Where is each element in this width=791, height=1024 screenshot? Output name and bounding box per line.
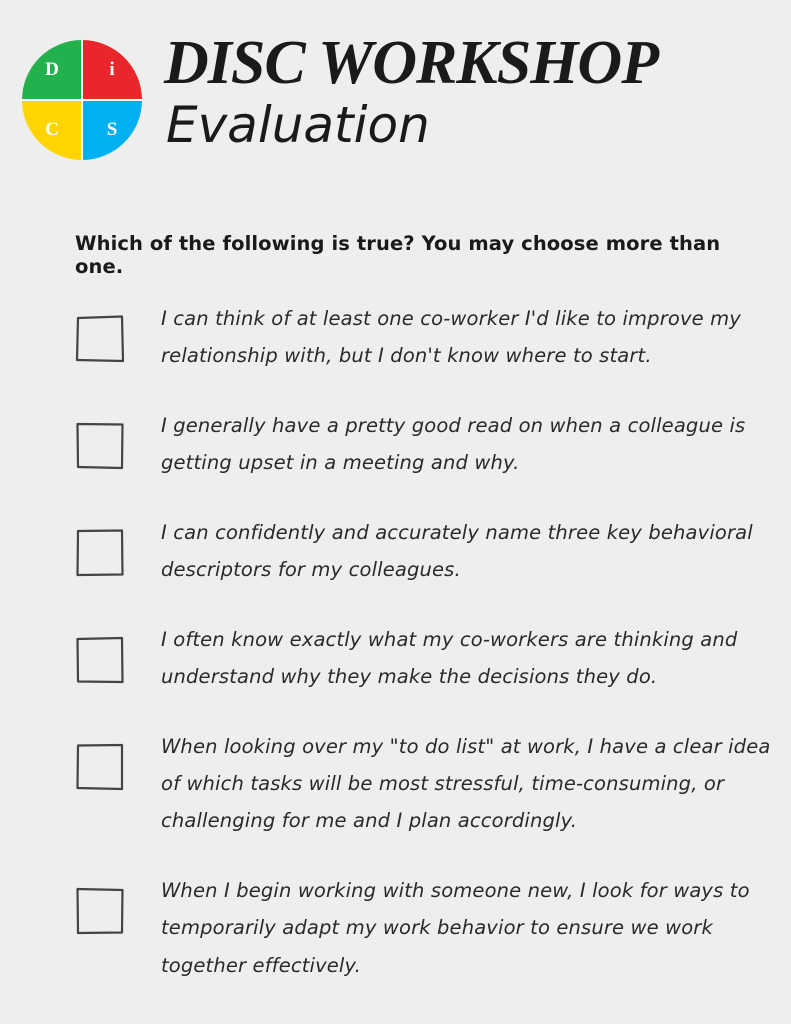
disc-segment-i-label: i <box>109 59 115 80</box>
checkbox-6[interactable] <box>75 886 125 936</box>
disc-segment-c-label: C <box>45 119 59 140</box>
list-item-label: I often know exactly what my co-workers are thinking and understand why they make the decisions they do. <box>161 627 738 689</box>
list-item[interactable] <box>75 728 779 840</box>
list-item[interactable] <box>75 407 779 482</box>
checkbox-1[interactable] <box>75 314 125 364</box>
disc-segment-s-label: S <box>106 119 118 140</box>
list-item-label: I can think of at least one co-worker I'd like to improve my relationship with, but I don't know where to start. <box>161 307 741 368</box>
list-item-label: I generally have a pretty good read on when a colleague is getting upset in a meeting and why. <box>161 413 746 475</box>
page-title: DISC WORKSHOP <box>164 29 659 97</box>
checkbox-5[interactable] <box>75 742 125 792</box>
disc-segment-d-label: D <box>45 59 59 80</box>
list-item[interactable] <box>75 514 779 589</box>
list-item-label: I can confidently and accurately name three key behavioral descriptors for my colleagues. <box>161 520 753 582</box>
list-item-label: When I begin working with someone new, I look for ways to temporarily adapt my work behavior to ensure we work together effectively. <box>161 878 750 977</box>
prompt-text: Which of the following is true? You may choose more than one. <box>75 232 721 278</box>
disc-segment-s <box>82 100 142 160</box>
page-subtitle: Evaluation <box>166 95 430 154</box>
list-item[interactable] <box>75 872 779 984</box>
title-block <box>164 29 659 154</box>
disc-segment-d <box>22 40 82 100</box>
list-item[interactable] <box>75 300 779 375</box>
disc-segment-i <box>82 40 142 100</box>
checklist <box>75 300 779 1024</box>
checkbox-3[interactable] <box>75 528 125 578</box>
page-header <box>22 29 771 160</box>
checkbox-2[interactable] <box>75 421 125 471</box>
disc-wheel-logo <box>22 40 142 160</box>
disc-segment-c <box>22 100 82 160</box>
checkbox-4[interactable] <box>75 635 125 685</box>
list-item-label: When looking over my "to do list" at work, I have a clear idea of which tasks will be most stressful, time-consuming, or challenging for me and I plan accordingly. <box>161 734 771 833</box>
wheel-divider-horizontal <box>22 99 142 101</box>
list-item[interactable] <box>75 621 779 696</box>
